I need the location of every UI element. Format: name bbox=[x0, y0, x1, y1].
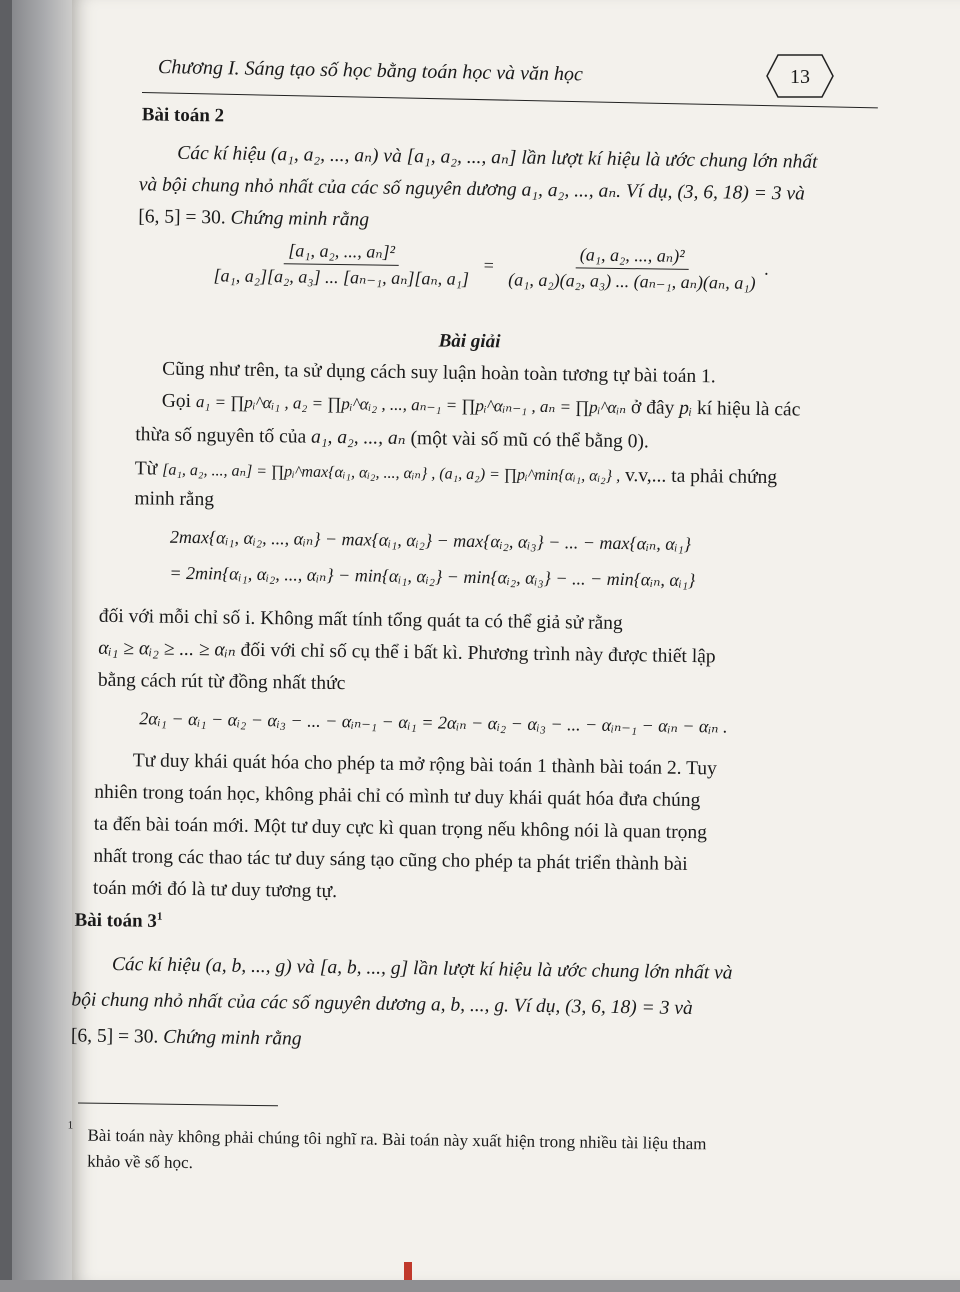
solution-heading: Bài giải bbox=[438, 330, 501, 353]
solution-paragraph-4-line-5: toán mới đó là tư duy tương tự. bbox=[92, 877, 338, 903]
problem-2-equation: $\frac{\text{[a₁, a₂, ..., aₙ]²}}{\text{[a₁, a₂][a₂, a₃] ... [aₙ₋₁, aₙ][aₙ, a₁]}}$ = $\frac{\text{(a₁, a₂, ..., aₙ)²}}{\text{(a₁, a₂)(a₂, a₃) ... (aₙ₋₁, aₙ)(aₙ, a₁)}}$ . bbox=[209, 239, 769, 294]
solution-paragraph-1: Cũng như trên, ta sử dụng cách suy luận hoàn toàn tương tự bài toán 1. bbox=[162, 358, 716, 388]
lhs-fraction: $\frac{\text{[a₁, a₂, ..., aₙ]²}}{\text{[a₁, a₂][a₂, a₃] ... [aₙ₋₁, aₙ][aₙ, a₁]}}$ bbox=[213, 240, 470, 289]
problem-3-line-3: [6, 5] = 30. Chứng minh rằng bbox=[70, 1025, 302, 1050]
problem-2-heading: Bài toán 2 bbox=[141, 104, 225, 127]
problem-3-line-1: Các kí hiệu (a, b, ..., g) và [a, b, ..., g] lần lượt kí hiệu là ước chung lớn nhất và bbox=[111, 953, 733, 984]
page-content bbox=[56, 0, 960, 1292]
solution-paragraph-3-line-1: đối với mỗi chỉ số i. Không mất tính tổng quát ta có thể giả sử rằng bbox=[98, 605, 623, 635]
solution-paragraph-2-line-3: Từ [a₁, a₂, ..., aₙ] = ∏pᵢ^max{αᵢ₁, αᵢ₂, ..., αᵢₙ} , (a₁, a₂) = ∏pᵢ^min{αᵢ₁, αᵢ₂} , v.v,... ta phải chứng bbox=[134, 458, 778, 489]
problem-2-line-2: và bội chung nhỏ nhất của các số nguyên dương a₁, a₂, ..., aₙ. Ví dụ, (3, 6, 18) = 3 và bbox=[138, 174, 805, 205]
bookmark-ribbon bbox=[404, 1262, 412, 1280]
page-number: 13 bbox=[790, 66, 810, 88]
solution-identity-equation: 2αᵢ₁ − αᵢ₁ − αᵢ₂ − αᵢ₃ − ... − αᵢₙ₋₁ − αᵢ₁ = 2αᵢₙ − αᵢ₂ − αᵢ₃ − ... − αᵢₙ₋₁ − αᵢₙ − αᵢₙ . bbox=[139, 708, 728, 737]
footnote-reference: 1 bbox=[156, 910, 163, 923]
solution-paragraph-2-line-4: minh rằng bbox=[134, 488, 215, 511]
solution-paragraph-2-line-2: thừa số nguyên tố của a₁, a₂, ..., aₙ (một vài số mũ có thể bằng 0). bbox=[135, 424, 649, 453]
solution-equation-line-2: = 2min{αᵢ₁, αᵢ₂, ..., αᵢₙ} − min{αᵢ₁, αᵢ₂} − min{αᵢ₂, αᵢ₃} − ... − min{αᵢₙ, αᵢ₁} bbox=[169, 562, 696, 591]
solution-paragraph-4-line-2: nhiên trong toán học, không phải chỉ có mình tư duy khái quát hóa đưa chúng bbox=[94, 781, 701, 812]
footnote-line-2: khảo về số học. bbox=[87, 1151, 194, 1173]
footnote-mark: 1 bbox=[67, 1119, 74, 1132]
running-header: Chương I. Sáng tạo số học bằng toán học và văn học bbox=[157, 56, 584, 86]
footnote-line-1: Bài toán này không phải chúng tôi nghĩ ra. Bài toán này xuất hiện trong nhiều tài liệu tham bbox=[87, 1125, 707, 1154]
problem-3-heading: Bài toán $3^1$ bbox=[74, 909, 163, 932]
solution-paragraph-3-line-3: bằng cách rút từ đồng nhất thức bbox=[97, 669, 346, 695]
footnote-rule bbox=[78, 1102, 278, 1106]
solution-paragraph-2-line-1: Gọi a₁ = ∏pᵢ^αᵢ₁ , a₂ = ∏pᵢ^αᵢ₂ , ..., aₙ₋₁ = ∏pᵢ^αᵢₙ₋₁ , aₙ = ∏pᵢ^αᵢₙ ở đây pᵢ kí hiệu là các bbox=[161, 390, 801, 421]
solution-equation-line-1: 2max{αᵢ₁, αᵢ₂, ..., αᵢₙ} − max{αᵢ₁, αᵢ₂} − max{αᵢ₂, αᵢ₃} − ... − max{αᵢₙ, αᵢ₁} bbox=[169, 526, 692, 554]
solution-paragraph-4-line-1: Tư duy khái quát hóa cho phép ta mở rộng bài toán 1 thành bài toán 2. Tuy bbox=[132, 750, 717, 780]
problem-2-line-1: Các kí hiệu (a₁, a₂, ..., aₙ) và [a₁, a₂, ..., aₙ] lần lượt kí hiệu là ước chung lớn nhất bbox=[177, 142, 818, 173]
solution-paragraph-4-line-3: ta đến bài toán mới. Một tư duy cực kì quan trọng nếu không nói là quan trọng bbox=[93, 813, 708, 844]
problem-2-line-3: [6, 5] = 30. Chứng minh rằng bbox=[138, 206, 370, 231]
problem-3-line-2: bội chung nhỏ nhất của các số nguyên dương a, b, ..., g. Ví dụ, (3, 6, 18) = 3 và bbox=[71, 989, 693, 1020]
rhs-fraction: $\frac{\text{(a₁, a₂, ..., aₙ)²}}{\text{(a₁, a₂)(a₂, a₃) ... (aₙ₋₁, aₙ)(aₙ, a₁)}}$ bbox=[508, 244, 756, 293]
book-page bbox=[67, 0, 960, 1280]
book-spine-shadow bbox=[0, 0, 12, 1280]
solution-paragraph-3-line-2: αᵢ₁ ≥ αᵢ₂ ≥ ... ≥ αᵢₙ đối với chỉ số cụ thể i bất kì. Phương trình này được thiết lập bbox=[98, 637, 716, 668]
solution-paragraph-4-line-4: nhất trong các thao tác tư duy sáng tạo cũng cho phép ta phát triển thành bài bbox=[93, 845, 688, 875]
